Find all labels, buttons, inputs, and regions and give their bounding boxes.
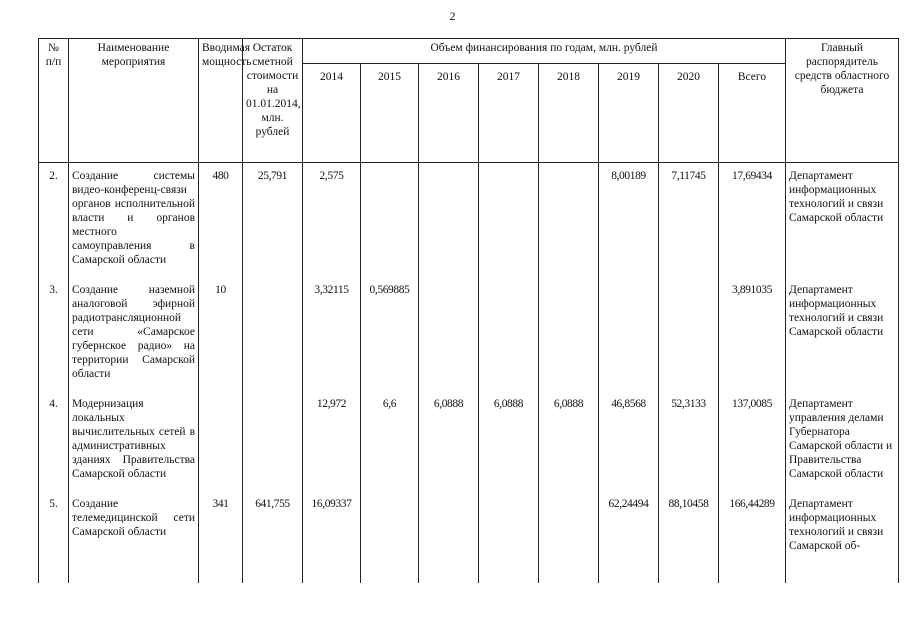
page-number: 2 [449, 9, 456, 23]
value-2018 [539, 167, 599, 281]
measure-name: Создание наземной аналоговой эфирной радиотрансляционной сети «Самарское губернское радио» на территории Самарской области [69, 281, 199, 395]
value-2019 [599, 281, 659, 395]
header-year: 2014 [303, 64, 361, 163]
remainder-cell [243, 395, 303, 495]
table-row [39, 281, 899, 395]
value-2019: 62,24494 [599, 495, 659, 583]
value-total: 3,891035 [719, 281, 786, 395]
header-year: 2016 [419, 64, 479, 163]
value-2016 [419, 167, 479, 281]
row-number: 3. [39, 281, 69, 395]
value-2015: 6,6 [361, 395, 419, 495]
value-total: 17,69434 [719, 167, 786, 281]
header-total: Всего [719, 64, 786, 163]
row-number: 5. [39, 495, 69, 583]
header-name: Наименование мероприятия [69, 39, 199, 163]
value-2015 [361, 167, 419, 281]
header-funding: Объем финансирования по годам, млн. рублей [303, 39, 786, 64]
value-2014: 2,575 [303, 167, 361, 281]
value-2014: 16,09337 [303, 495, 361, 583]
table-row [39, 495, 899, 583]
value-2017 [479, 281, 539, 395]
remainder-cell: 25,791 [243, 167, 303, 281]
header-year: 2019 [599, 64, 659, 163]
remainder-cell [243, 281, 303, 395]
row-number: 2. [39, 167, 69, 281]
measure-name: Модернизация локальных вычислительных сетей в административных зданиях Правительства Самарской области [69, 395, 199, 495]
value-total: 137,0085 [719, 395, 786, 495]
remainder-cell: 641,755 [243, 495, 303, 583]
value-2014: 3,32115 [303, 281, 361, 395]
value-2019: 46,8568 [599, 395, 659, 495]
header-year: 2018 [539, 64, 599, 163]
value-2017: 6,0888 [479, 395, 539, 495]
header-year: 2020 [659, 64, 719, 163]
value-2016: 6,0888 [419, 395, 479, 495]
value-2018: 6,0888 [539, 395, 599, 495]
measure-name: Создание телемедицинской сети Самарской области [69, 495, 199, 583]
header-year: 2017 [479, 64, 539, 163]
value-2014: 12,972 [303, 395, 361, 495]
header-capacity: Вводимая мощность [199, 39, 243, 163]
capacity-cell: 480 [199, 167, 243, 281]
value-2015 [361, 495, 419, 583]
manager-cell: Департамент управления делами Губернатора Самарской области и Правительства Самарской области [786, 395, 899, 495]
header-no: № п/п [39, 39, 69, 163]
header-year: 2015 [361, 64, 419, 163]
manager-cell: Департамент информационных технологий и связи Самарской об- [786, 495, 899, 583]
value-2019: 8,00189 [599, 167, 659, 281]
value-2020: 52,3133 [659, 395, 719, 495]
value-2020: 7,11745 [659, 167, 719, 281]
capacity-cell: 10 [199, 281, 243, 395]
row-number: 4. [39, 395, 69, 495]
value-2016 [419, 281, 479, 395]
table-header [39, 39, 899, 163]
manager-cell: Департамент информационных технологий и связи Самарской области [786, 281, 899, 395]
value-2017 [479, 167, 539, 281]
value-2018 [539, 281, 599, 395]
header-remainder: Остаток сметной стоимости на 01.01.2014, млн. рублей [243, 39, 303, 163]
manager-cell: Департамент информационных технологий и связи Самарской области [786, 167, 899, 281]
table-row [39, 395, 899, 495]
capacity-cell: 341 [199, 495, 243, 583]
table-row [39, 167, 899, 281]
value-2016 [419, 495, 479, 583]
header-manager: Главный распорядитель средств областного бюджета [786, 39, 899, 163]
funding-table [38, 38, 899, 583]
capacity-cell [199, 395, 243, 495]
value-2015: 0,569885 [361, 281, 419, 395]
value-2018 [539, 495, 599, 583]
value-2017 [479, 495, 539, 583]
value-total: 166,44289 [719, 495, 786, 583]
measure-name: Создание системы видео-конференц-связи органов исполнительной власти и органов местного самоуправления в Самарской области [69, 167, 199, 281]
value-2020 [659, 281, 719, 395]
value-2020: 88,10458 [659, 495, 719, 583]
table-body [39, 163, 899, 584]
